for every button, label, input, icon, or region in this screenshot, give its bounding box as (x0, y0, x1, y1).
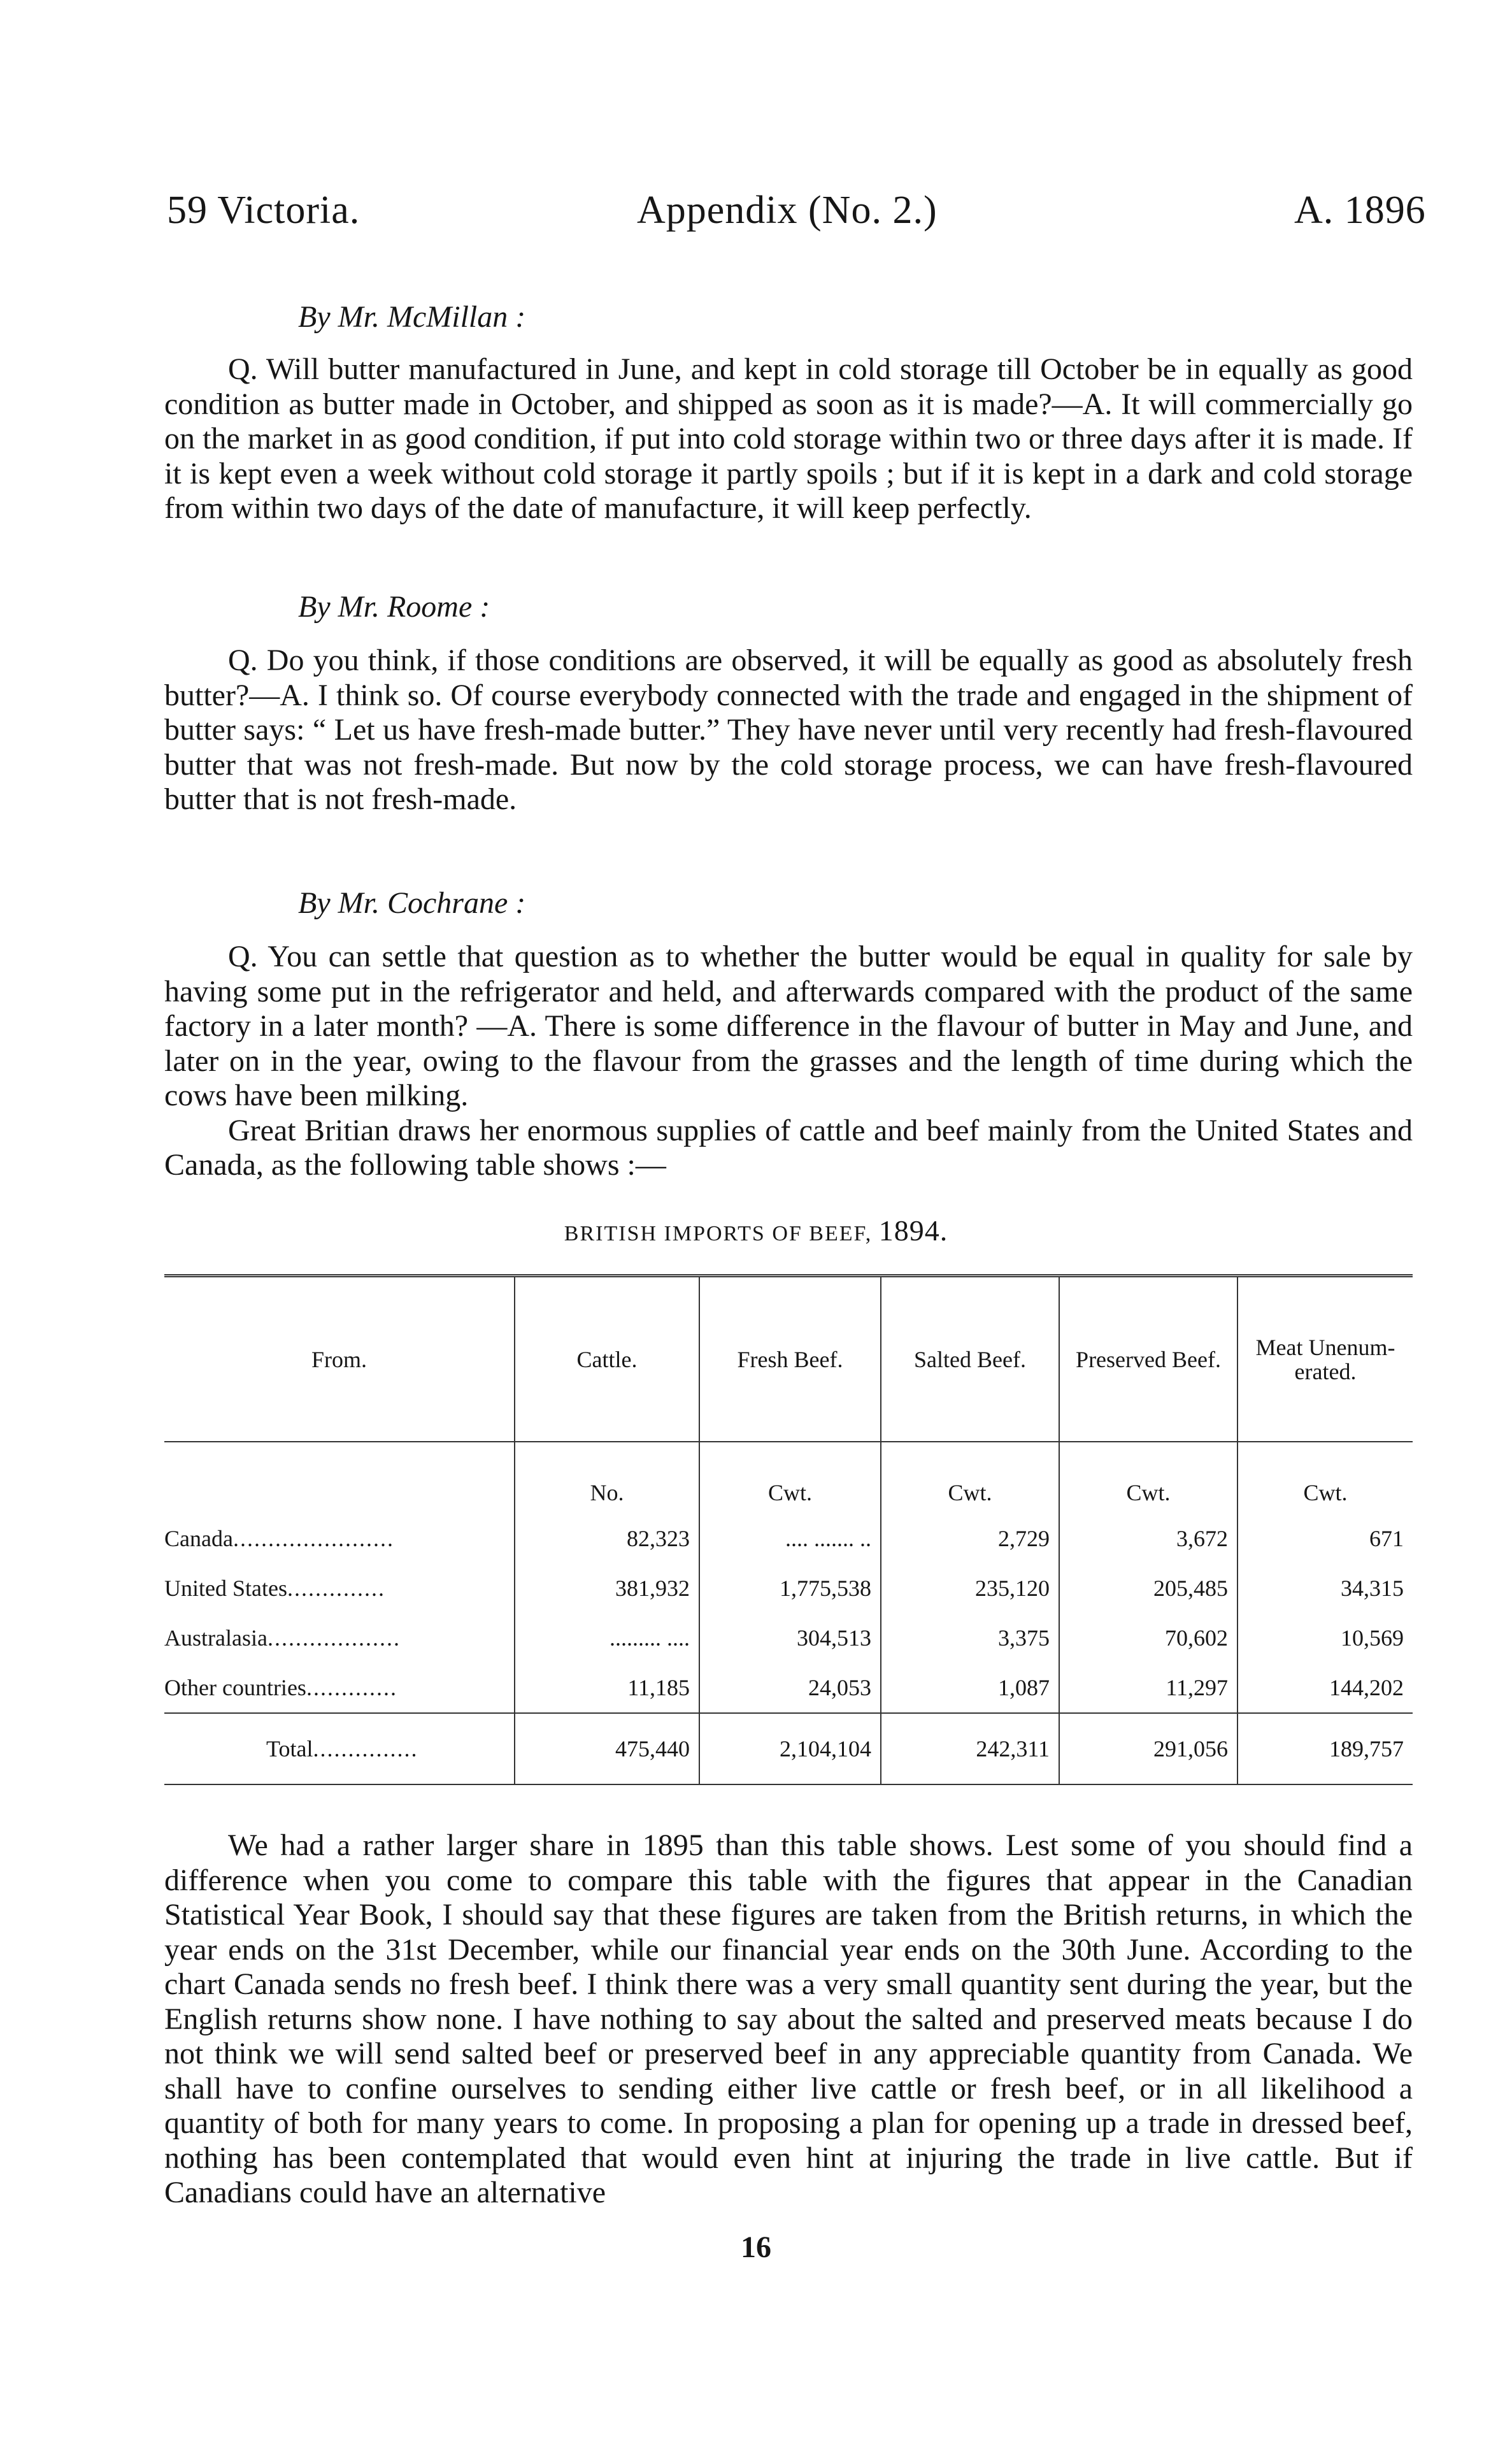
cell-preserved: 3,672 (1059, 1514, 1237, 1563)
paragraph-roome (164, 643, 1413, 817)
cell-preserved: 11,297 (1059, 1663, 1237, 1713)
col-header-cattle: Cattle. (515, 1276, 699, 1442)
unit-salted: Cwt. (881, 1442, 1059, 1514)
table-row (164, 1563, 1413, 1613)
paragraph-text: Q. Do you think, if those conditions are observed, it will be equally as good as absolutely fresh butter?—A. I think so. Of course everybody connected with the trade and engaged in the shipment of butter says: “ Let us have fresh-made butter.” They have never until very recently had fresh-flavoured butter that was not fresh-made. But now by the cold storage process, we can have fresh-flavoured butter that is not fresh-made. (164, 643, 1413, 816)
paragraph-text-intro: Great Britian draws her enormous supplies of cattle and beef mainly from the United States and Canada, as the following table shows :— (164, 1113, 1413, 1182)
cell-cattle: 11,185 (515, 1663, 699, 1713)
cell-fresh: 1,775,538 (699, 1563, 881, 1613)
table-row (164, 1613, 1413, 1663)
total-row (164, 1713, 1413, 1784)
col-header-fresh-beef: Fresh Beef. (699, 1276, 881, 1442)
page-number: 16 (741, 2230, 771, 2264)
total-salted: 242,311 (881, 1713, 1059, 1784)
paragraph-closing (164, 1828, 1413, 2211)
cell-meat: 144,202 (1237, 1663, 1413, 1713)
cell-meat: 34,315 (1237, 1563, 1413, 1613)
row-label: Other countries............. (164, 1675, 397, 1700)
cell-cattle: ......... .... (515, 1613, 699, 1663)
col-header-meat-unenumerated: Meat Unenum- erated. (1237, 1276, 1413, 1442)
cell-preserved: 205,485 (1059, 1563, 1237, 1613)
units-row (164, 1442, 1413, 1514)
row-label: United States.............. (164, 1575, 385, 1601)
cell-meat: 671 (1237, 1514, 1413, 1563)
paragraph-text: We had a rather larger share in 1895 than this table shows. Lest some of you should find a difference when you come to compare this table with the figures that appear in the Canadian Statistical Year Book, I should say that these figures are taken from the British returns, in which the year ends on the 31st December, while our financial year ends on the 30th June. According to the chart Canada sends no fresh beef. I think there was a very small quantity sent during the year, but the English returns show none. I have nothing to say about the salted and preserved meats because I do not think we will send salted beef or preserved beef in any appreciable quantity from Canada. We shall have to confine ourselves to sending either live cattle or fresh beef, or in all likelihood a quantity of both for many years to come. In proposing a plan for opening up a trade in dressed beef, nothing has been contemplated that would even hint at injuring the trade in live cattle. But if Canadians could have an alternative (164, 1828, 1413, 2209)
unit-meat: Cwt. (1237, 1442, 1413, 1514)
byline-roome: By Mr. Roome : (298, 590, 490, 624)
total-meat: 189,757 (1237, 1713, 1413, 1784)
header-year: A. 1896 (1294, 189, 1426, 232)
table-title-year: 1894. (878, 1214, 948, 1247)
col-header-preserved-beef: Preserved Beef. (1059, 1276, 1237, 1442)
cell-cattle: 381,932 (515, 1563, 699, 1613)
unit-preserved: Cwt. (1059, 1442, 1237, 1514)
table-title (0, 1214, 1512, 1247)
byline-cochrane: By Mr. Cochrane : (298, 886, 526, 920)
header-session: 59 Victoria. (167, 189, 360, 232)
cell-fresh: 24,053 (699, 1663, 881, 1713)
cell-meat: 10,569 (1237, 1613, 1413, 1663)
total-label: Total............... (164, 1713, 515, 1784)
cell-salted: 3,375 (881, 1613, 1059, 1663)
cell-salted: 235,120 (881, 1563, 1059, 1613)
cell-salted: 1,087 (881, 1663, 1059, 1713)
total-preserved: 291,056 (1059, 1713, 1237, 1784)
byline-mcmillan: By Mr. McMillan : (298, 300, 526, 334)
cell-salted: 2,729 (881, 1514, 1059, 1563)
table-row (164, 1514, 1413, 1563)
unit-cattle: No. (515, 1442, 699, 1514)
unit-from (164, 1442, 515, 1514)
header-appendix: Appendix (No. 2.) (637, 189, 938, 232)
total-cattle: 475,440 (515, 1713, 699, 1784)
paragraph-text: Q. Will butter manufactured in June, and kept in cold storage till October be in equally as good condition as butter made in October, and shipped as soon as it is made?—A. It will commercially go on the market in as good condition, if put into cold storage within two or three days after it is made. If it is kept even a week without cold storage it partly spoils ; but if it is kept in a dark and cold storage from within two days of the date of manufacture, it will keep perfectly. (164, 352, 1413, 525)
row-label: Canada....................... (164, 1526, 394, 1551)
cell-preserved: 70,602 (1059, 1613, 1237, 1663)
total-fresh: 2,104,104 (699, 1713, 881, 1784)
cell-fresh: 304,513 (699, 1613, 881, 1663)
cell-cattle: 82,323 (515, 1514, 699, 1563)
paragraph-cochrane (164, 940, 1413, 1183)
cell-fresh: .... ....... .. (699, 1514, 881, 1563)
table-header-row (164, 1276, 1413, 1442)
table-row (164, 1663, 1413, 1713)
col-header-from: From. (164, 1276, 515, 1442)
col-header-salted-beef: Salted Beef. (881, 1276, 1059, 1442)
unit-fresh: Cwt. (699, 1442, 881, 1514)
beef-imports-table (164, 1274, 1413, 1785)
paragraph-text: Q. You can settle that question as to whether the butter would be equal in quality for sale by having some put in the refrigerator and held, and afterwards compared with the product of the same factory in a later month? —A. There is some difference in the flavour of butter in May and June, and later on in the year, owing to the flavour from the grasses and the length of time during which the cows have been milking. (164, 940, 1413, 1112)
row-label: Australasia................... (164, 1625, 401, 1651)
paragraph-mcmillan (164, 352, 1413, 526)
table-title-text: BRITISH IMPORTS OF BEEF, (564, 1222, 873, 1245)
